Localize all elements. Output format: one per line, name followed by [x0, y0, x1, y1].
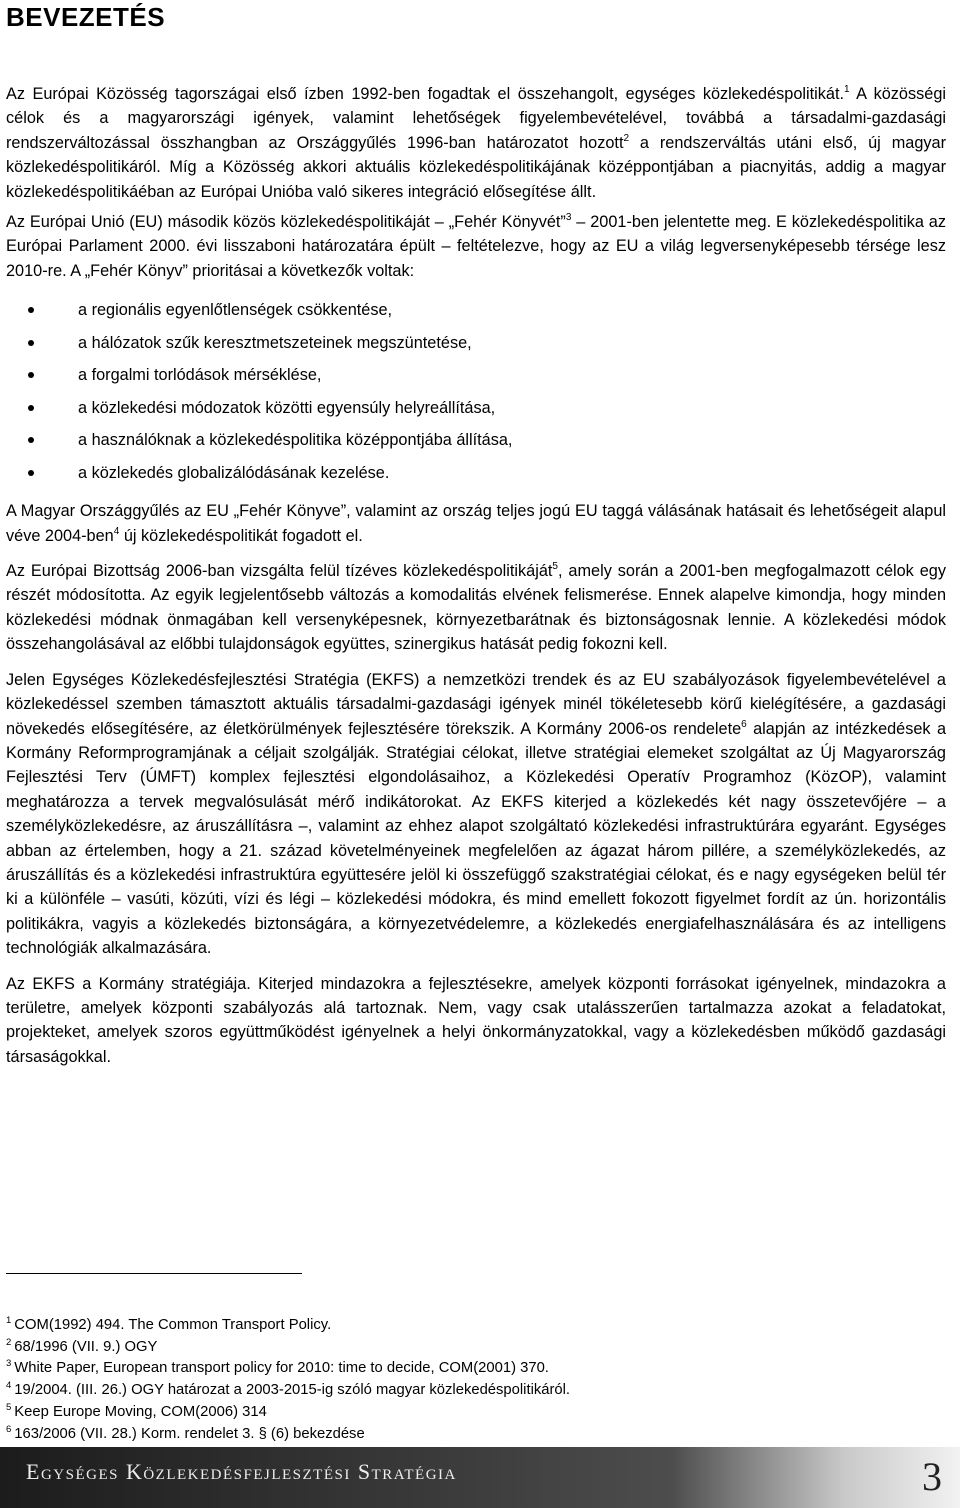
paragraph-text: Az Európai Unió (EU) második közös közlekedéspolitikáját – „Fehér Könyvét” — [6, 213, 566, 232]
paragraph-text: – 2001-ben jelentette meg. E közlekedéspolitika az Európai Parlament 2000. évi lisszaboni határozatára épült – feltételezve, hogy az EU a világ legversenyképesebb térsége lesz 2010-re. A „Fehér Könyv” prioritásai a következők voltak: — [6, 213, 946, 280]
paragraph-ekfs — [6, 668, 946, 961]
footer-title: Egységes Közlekedésfejlesztési Stratégia — [26, 1459, 457, 1484]
footnote-ref[interactable]: 6 — [741, 718, 747, 730]
list-item-text: a hálózatok szűk keresztmetszeteinek megszüntetése, — [78, 333, 472, 352]
footnote — [6, 1380, 946, 1402]
paragraph-text: új közlekedéspolitikát fogadott el. — [119, 526, 363, 545]
page-heading: BEVEZETÉS — [6, 2, 166, 32]
paragraph-intro — [6, 82, 946, 204]
footnote-number: 1 — [6, 1315, 12, 1326]
page-footer — [0, 1447, 960, 1508]
bullet-icon — [28, 372, 34, 378]
bullet-icon — [28, 470, 34, 476]
footnote-text: COM(1992) 494. The Common Transport Policy. — [14, 1317, 332, 1333]
footnote-text: 19/2004. (III. 26.) OGY határozat a 2003-2015-ig szóló magyar közlekedéspolitikáról. — [14, 1382, 571, 1399]
footnote-number: 5 — [6, 1401, 12, 1413]
page-number: 3 — [922, 1454, 942, 1499]
list-item — [6, 457, 946, 490]
paragraph-text: Az Európai Bizottság 2006-ban vizsgálta felül tízéves közlekedéspolitikáját — [6, 562, 553, 581]
footnote — [6, 1315, 946, 1337]
footnote-separator — [6, 1273, 302, 1274]
footnote-number: 6 — [6, 1423, 12, 1435]
footnote — [6, 1337, 946, 1359]
list-item — [6, 424, 946, 457]
footnote-ref[interactable]: 3 — [565, 212, 572, 224]
paragraph-text: Az Európai Közösség tagországai első ízben 1992-ben fogadtak el összehangolt, egységes közlekedéspolitikát. — [6, 85, 845, 103]
list-item — [6, 359, 946, 392]
list-item-text: a regionális egyenlőtlenségek csökkentése, — [78, 301, 393, 320]
list-item-text: a forgalmi torlódások mérséklése, — [78, 366, 322, 385]
paragraph-text: a rendszerváltás utáni első, új magyar közlekedéspolitikáról. Míg a Közösség akkori aktuális közlekedéspolitikájának középpontjában a piacnyitás, addig a magyar közlekedéspolitikáéban az Európai Unióba való sikeres integráció elősegítése állt. — [6, 133, 946, 201]
paragraph-text: alapján az intézkedések a Kormány Reformprogramjának a céljait szolgálják. Stratégiai célokat, illetve stratégiai elemeket szolgáltat az Új Magyarország Fejlesztési Terv (ÚMFT) komplex fejlesztési elgondolásaihoz, a Közlekedési Operatív Programhoz (KözOP), valamint meghatározza a tervek megvalósulását mérő indikátorokat. Az EKFS kiterjed a közlekedés két nagy összetevőjére – a személyközlekedésre, az áruszállításra –, valamint az ehhez alapot szolgáltató közlekedési infrastruktúrára egyaránt. Egységes abban az értelemben, hogy a 21. század követelményeinek megfelelően az ágazat három pillére, a személyközlekedés, az áruszállítás és a közlekedési infrastruktúra együttesére jelöl ki összefüggő szakstratégiai célokat, és e nagy egységeken belül tér ki a különféle – vasúti, közúti, vízi és légi – közlekedési módokra, és mind emellett fokozott figyelmet fordít az ún. horizontális politikákra, vagyis a közlekedés biztonságára, a környezetvédelemre, a közlekedés energiafelhasználására és az intelligens technológiák alkalmazására. — [6, 719, 946, 958]
footnote-ref[interactable]: 1 — [844, 84, 850, 95]
footnote-ref[interactable]: 2 — [623, 132, 630, 144]
paragraph-text: , amely során a 2001-ben megfogalmazott célok egy részét módosította. Az egyik legjelentősebb változás a komodalitás elvének felismerése. Ennek alapelve kimondja, hogy minden közlekedési módnak önmagában kell versenyképesnek, környezetbarátnak és biztonságosnak lennie. A közlekedési módok összehangolásával az előbbi tulajdonságok együttes, szinergikus hatását pedig fokozni kell. — [6, 562, 946, 654]
footnote-ref[interactable]: 4 — [113, 525, 120, 537]
body-text — [6, 82, 946, 1080]
footnote-text: White Paper, European transport policy for 2010: time to decide, COM(2001) 370. — [14, 1360, 549, 1377]
footnotes — [6, 1315, 946, 1445]
priority-list — [6, 294, 946, 489]
paragraph-text: Jelen Egységes Közlekedésfejlesztési Stratégia (EKFS) a nemzetközi trendek és az EU szabályozások figyelembevételével a közlekedéssel szemben támasztott aktuális társadalmi-gazdasági igények minél tökéletesebb körű kielégítésére, a gazdasági növekedés elősegítésére, az életkörülmények fejlesztésére törekszik. A Kormány 2006-os rendelete — [6, 670, 946, 738]
list-item — [6, 294, 946, 327]
footnote — [6, 1358, 946, 1380]
bullet-icon — [28, 437, 34, 443]
footnote-text: Keep Europe Moving, COM(2006) 314 — [14, 1403, 267, 1420]
bullet-icon — [28, 405, 34, 411]
footnote — [6, 1424, 946, 1446]
list-item — [6, 392, 946, 425]
bullet-icon — [28, 340, 34, 346]
paragraph-hungarian-policy — [6, 499, 946, 548]
bullet-icon — [28, 307, 34, 313]
paragraph-commission-review — [6, 559, 946, 657]
list-item-text: a közlekedés globalizálódásának kezelése. — [78, 463, 390, 482]
list-item-text: a közlekedési módozatok közötti egyensúly helyreállítása, — [78, 398, 496, 417]
list-item — [6, 327, 946, 360]
footnote-ref[interactable]: 5 — [552, 561, 558, 573]
paragraph-text: A Magyar Országgyűlés az EU „Fehér Könyve”, valamint az ország teljes jogú EU taggá válásának hatásait és lehetőségeit alapul véve 2004-ben — [6, 502, 946, 545]
footnote-number: 3 — [6, 1358, 12, 1370]
paragraph-white-paper — [6, 210, 946, 283]
footnote-number: 4 — [6, 1380, 12, 1392]
footnote-text: 163/2006 (VII. 28.) Korm. rendelet 3. § (6) bekezdése — [14, 1425, 365, 1442]
list-item-text: a használóknak a közlekedéspolitika középpontjába állítása, — [78, 431, 513, 450]
footnote-number: 2 — [6, 1336, 12, 1348]
paragraph-text: A közösségi célok és a magyarországi igények, valamint lehetőségek figyelembevételével, továbbá a társadalmi-gazdasági rendszerváltozással összhangban az Országgyűlés 1996-ban határozatot hozott — [6, 85, 946, 152]
paragraph-government-strategy: Az EKFS a Kormány stratégiája. Kiterjed mindazokra a fejlesztésekre, amelyek központi forrásokat igényelnek, mindazokra a területre, amelyek központi szabályozás alá tartoznak. Nem, vagy csak utalásszerűen tartalmazza azokat a feladatokat, projekteket, amelyek szoros együttműködést igényelnek a helyi önkormányzatokkal, vagy a közlekedésben működő gazdasági társaságokkal. — [6, 974, 946, 1066]
footnote — [6, 1402, 946, 1424]
footnote-text: 68/1996 (VII. 9.) OGY — [14, 1338, 158, 1355]
